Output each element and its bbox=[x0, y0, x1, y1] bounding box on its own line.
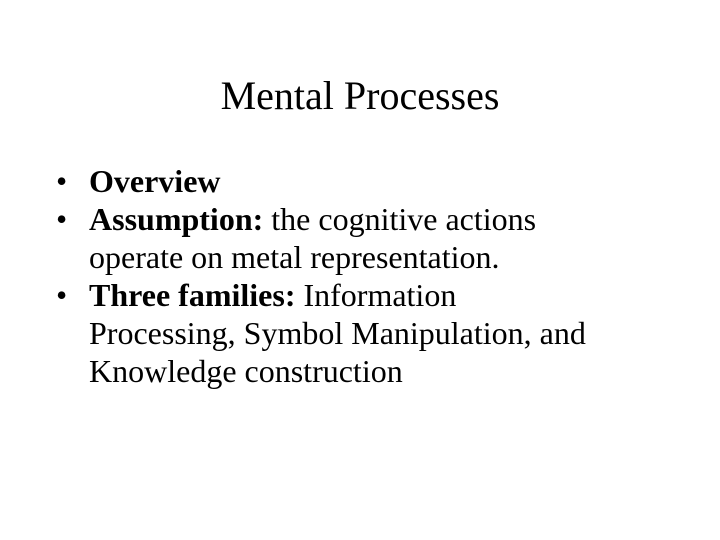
bullet-label: Three families: bbox=[89, 277, 296, 313]
bullet-line bbox=[89, 238, 676, 276]
bullet-line bbox=[89, 314, 676, 352]
bullet-line bbox=[89, 276, 676, 314]
bullet-item-assumption bbox=[56, 200, 676, 276]
bullet-line bbox=[89, 352, 676, 390]
bullet-marker: • bbox=[56, 277, 68, 313]
bullet-marker: • bbox=[56, 163, 68, 199]
bullet-line bbox=[89, 200, 676, 238]
bullet-text: the cognitive actions bbox=[263, 201, 537, 237]
bullet-text: Processing, Symbol Manipulation, and bbox=[89, 315, 586, 351]
slide-title: Mental Processes bbox=[220, 73, 500, 118]
bullet-text: operate on metal representation. bbox=[89, 239, 500, 275]
bullet-item-overview bbox=[56, 162, 676, 200]
bullet-label: Assumption: bbox=[89, 201, 264, 237]
bullet-list bbox=[56, 162, 676, 390]
bullet-item-three-families bbox=[56, 276, 676, 390]
bullet-marker: • bbox=[56, 201, 68, 237]
bullet-line bbox=[89, 162, 676, 200]
bullet-text: Information bbox=[295, 277, 457, 313]
bullet-label: Overview bbox=[89, 163, 221, 199]
bullet-text: Knowledge construction bbox=[89, 353, 403, 389]
